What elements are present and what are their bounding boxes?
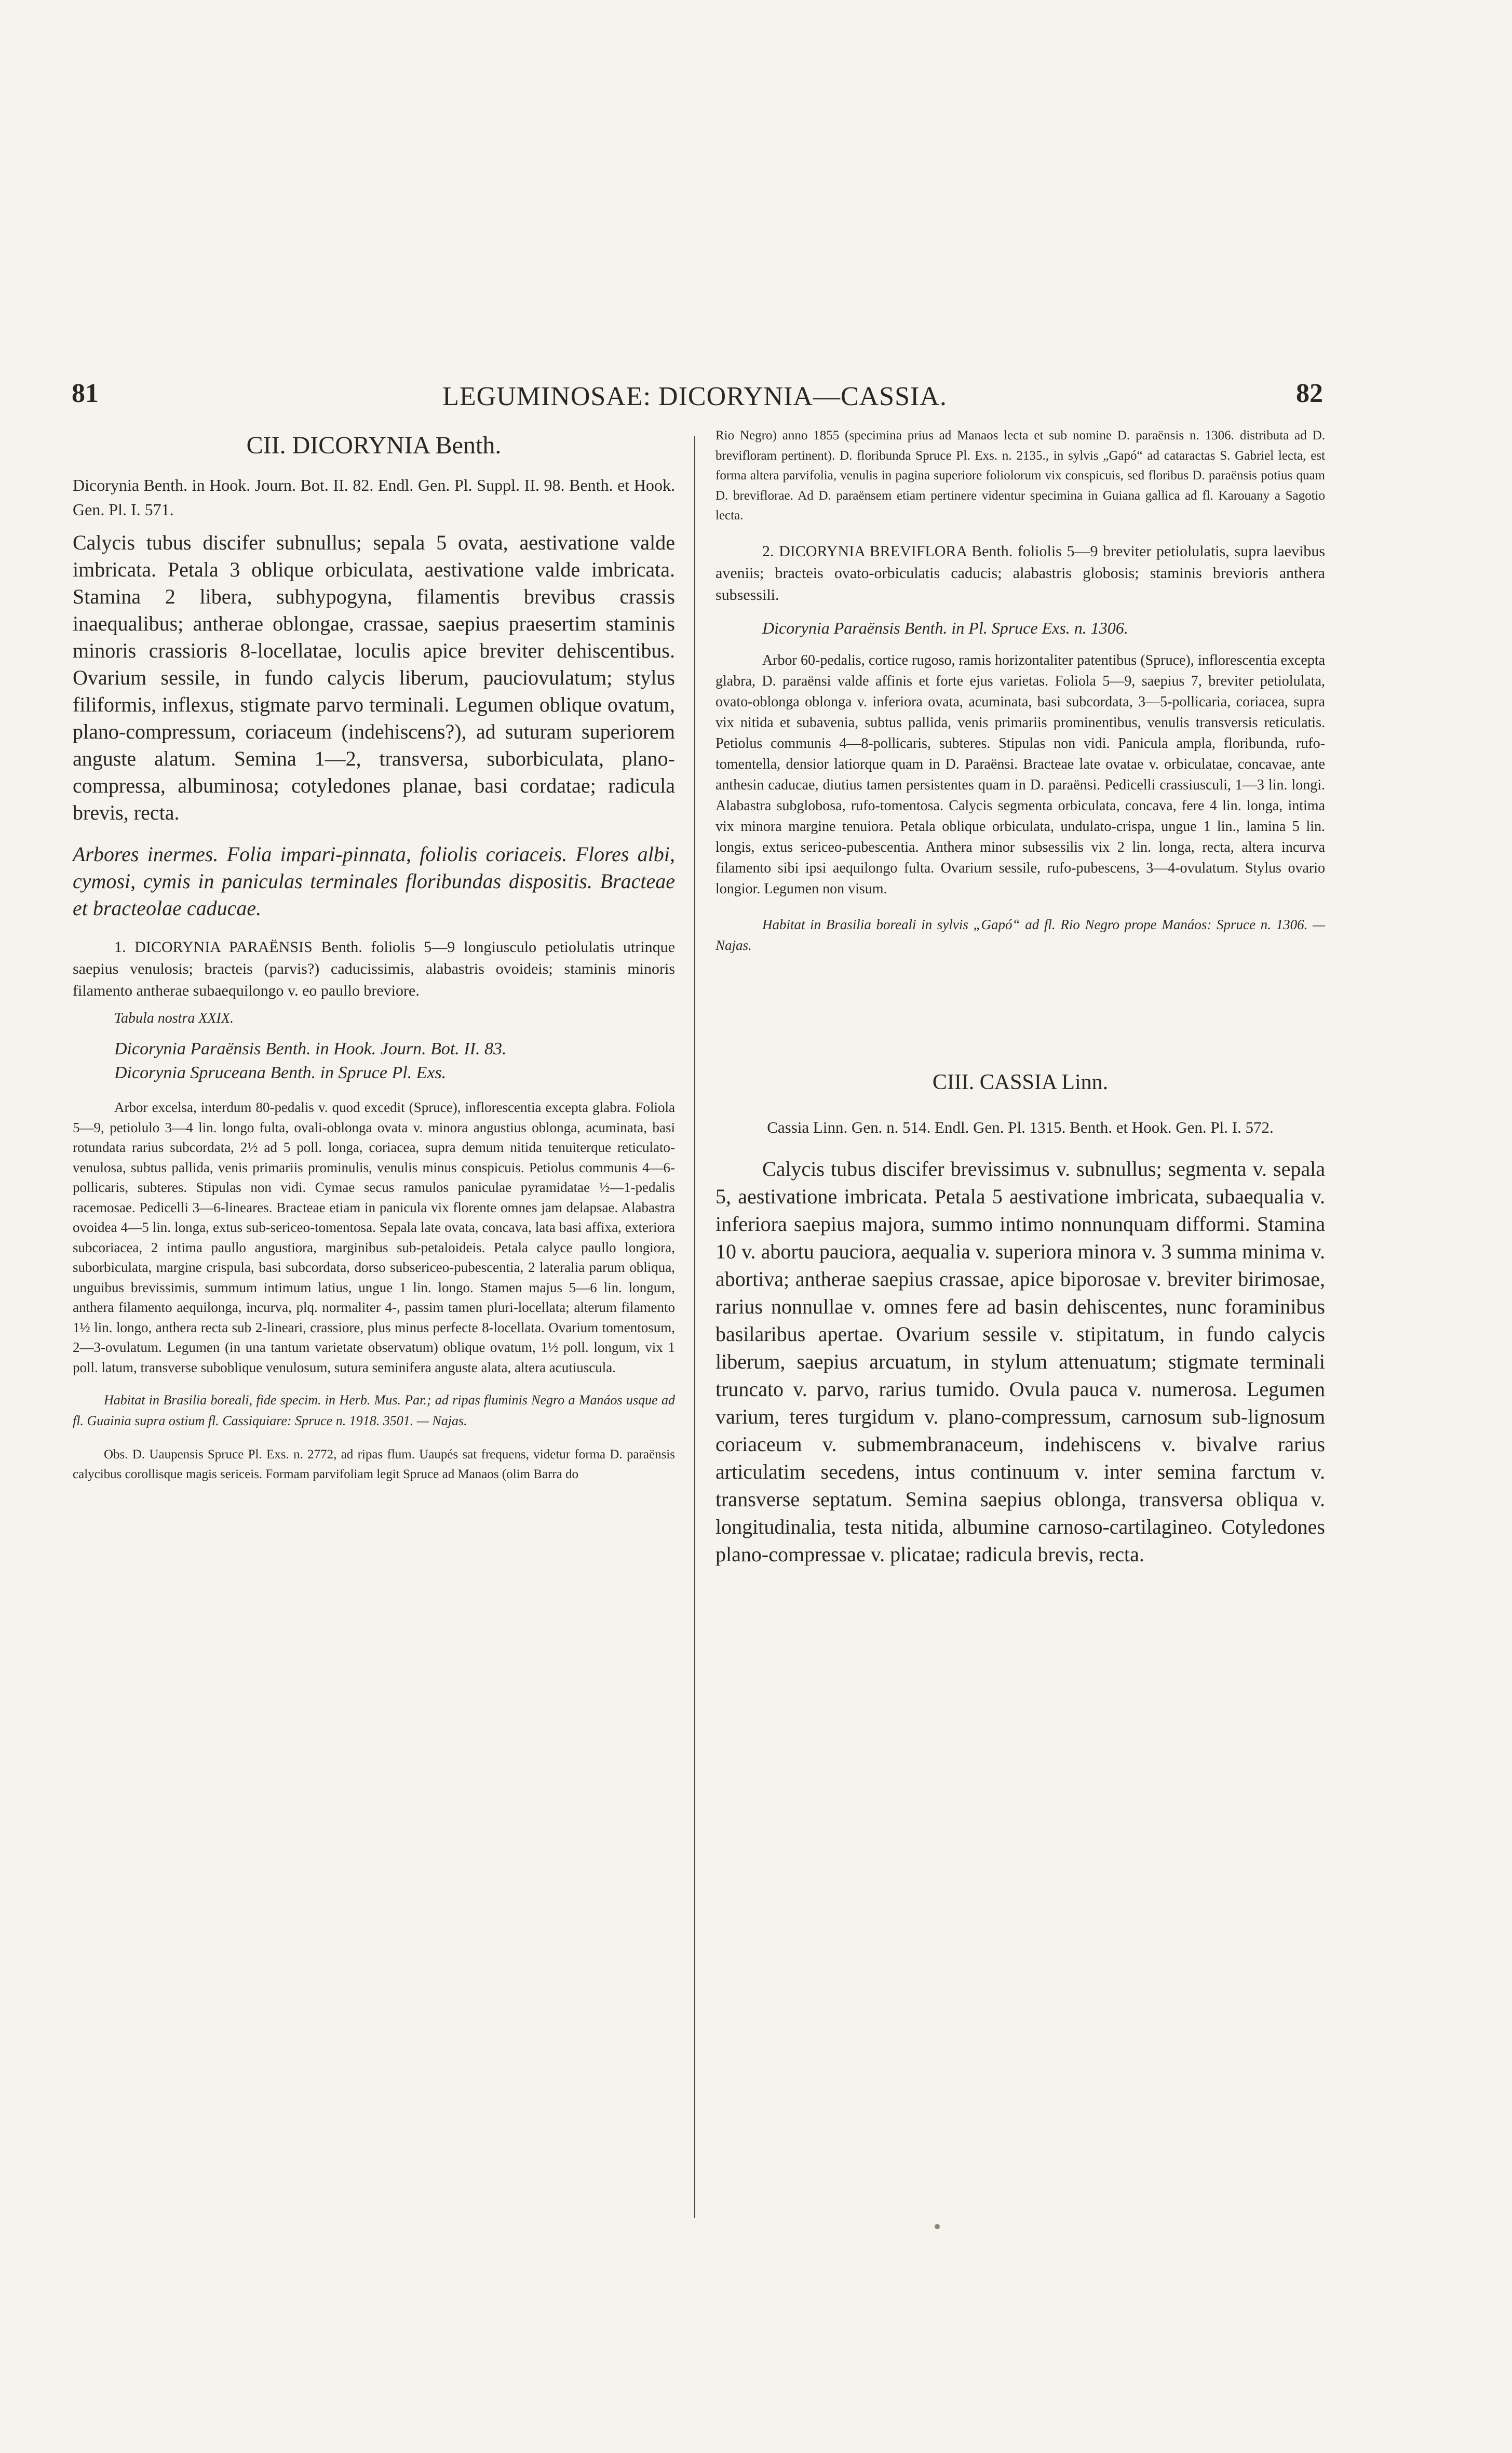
observation-continued: Rio Negro) anno 1855 (specimina prius ad Manaos lecta et sub nomine D. paraënsis n. 1306. distributa ad D. brevifloram pertinent). D. floribunda Spruce Pl. Exs. n. 2135., in sylvis „Gapó“ ad cataractas S. Gabriel lecta, est forma altera parvifolia, venulis in pagina superiore foliolorum vix conspicuis, sed floribus D. paraënsis potius quam D. breviflorae. Ad D. paraënsem etiam pertinere videntur specimina in Guiana gallica ad fl. Karouany a Sagotio lecta. <box>716 428 1325 522</box>
species-1-description: Arbor excelsa, interdum 80-pedalis v. quod excedit (Spruce), inflorescentia excepta glabra. Foliola 5—9, petiolulo 3—4 lin. longo fulta, ovali-oblonga ovata v. minora angustius oblonga, acuminata, basi rotundata rarius subcordata, 2½ ad 5 poll. longa, coriacea, supra demum nitida tenuiterque reticulato-venulosa, subtus pallida, venis primariis prominulis, venulis minus conspicuis. Petiolus communis 4—6-pollicaris, subteres. Stipulas non vidi. Cymae secus ramulos paniculae pyramidatae ½—1-pedalis racemosae. Pedicelli 3—6-lineares. Bracteae etiam in panicula vix florente omnes jam delapsae. Alabastra ovoidea 4—5 lin. longa, extus sub-sericeo-tomentosa. Sepala late ovata, concava, lata basi affixa, exteriora subcoriacea, 2 intima paullo angustiora, marginibus sub-petaloideis. Petala calyce paullo longiora, suborbiculata, margine crispula, basi subcordata, dorso subsericeo-pubescentia, 2 lateralia parum obliqua, unguibus brevissimis, summum intimum latius, ungue 1 lin. longo. Stamen majus 5—6 lin. longum, anthera filamento aequilonga, incurva, plq. normaliter 4-, passim tamen pluri-locellata; alterum filamento 1½ lin. longo, anthera recta sub 2-lineari, crassiore, plus minus perfecte 8-locellata. Ovarium tomentosum, 2—3-ovulatum. Legumen (in una tantum varietate observatum) oblique ovatum, 1½ poll. longum, vix 1 poll. latum, transverse suboblique venulosum, sutura seminifera anguste alata, altera acutiuscula. <box>73 1100 675 1375</box>
left-column <box>73 426 675 1484</box>
print-speck <box>935 2224 940 2229</box>
genus-literature: Dicorynia Benth. in Hook. Journ. Bot. II. 82. Endl. Gen. Pl. Suppl. II. 98. Benth. et Hook. Gen. Pl. I. 571. <box>73 476 675 519</box>
species-2-synonym: Dicorynia Paraënsis Benth. in Pl. Spruce Exs. n. 1306. <box>762 618 1128 637</box>
synonym-2: Dicorynia Spruceana Benth. in Spruce Pl. Exs. <box>114 1063 447 1082</box>
page-number-right: 82 <box>1296 379 1323 408</box>
species-1-habitat: Habitat in Brasilia boreali, fide specim. in Herb. Mus. Par.; ad ripas fluminis Negro a Manáos usque ad fl. Guainia supra ostium fl. Cassiquiare: Spruce n. 1918. 3501. — Najas. <box>73 1392 675 1428</box>
species-2-heading: 2. DICORYNIA BREVIFLORA Benth. foliolis 5—9 breviter petiolulatis, supra laevibus aveniis; bracteis ovato-orbiculatis caducis; alabastris globosis; staminis brevioris anthera subsessili. <box>716 542 1325 604</box>
plate-reference: Tabula nostra XXIX. <box>114 1010 234 1026</box>
genus-title-cassia: CIII. CASSIA Linn. <box>932 1070 1109 1094</box>
page-number-left: 81 <box>72 379 99 408</box>
synonym-1: Dicorynia Paraënsis Benth. in Hook. Journ. Bot. II. 83. <box>114 1039 507 1058</box>
species-2-description: Arbor 60-pedalis, cortice rugoso, ramis horizontaliter patentibus (Spruce), inflorescentia excepta glabra, D. paraënsi valde affinis et forte ejus varietas. Foliola 5—9, saepius 7, breviter petiolulata, ovato-oblonga oblonga v. inferiora ovata, acuminata, basi subcordata, 3—5-pollicaria, coriacea, supra vix nitida et subavenia, subtus pallida, venis primariis prominentibus, venulis transversis reticulatis. Petiolus communis 4—8-pollicaris, subteres. Stipulas non vidi. Panicula ampla, floribunda, rufo-tomentella, densior latiorque quam in D. Paraënsi. Bracteae late ovatae v. orbiculatae, concavae, ante anthesin caducae, diutius tamen persistentes quam in D. paraënsi. Pedicelli crassiusculi, 1—3 lin. longi. Alabastra subglobosa, rufo-tomentosa. Calycis segmenta orbiculata, concava, fere 4 lin. longa, intima vix minora margine tenuiora. Petala oblique orbiculata, undulato-crispa, ungue 1 lin., lamina 5 lin. longis, extus sericeo-pubescentia. Anthera minor subsessilis vix 2 lin. longa, recta, altera incurva filamento sibi ipsi aequilongo fulta. Ovarium sessile, rufo-pubescens, 3—4-ovulatum. Stylus ovario longior. Legumen non visum. <box>716 652 1325 897</box>
running-header <box>66 378 1323 414</box>
genus-description: Calycis tubus discifer subnullus; sepala 5 ovata, aestivatione valde imbricata. Petala 3 oblique orbiculata, aestivatione valde imbricata. Stamina 2 libera, subhypogyna, filamentis brevibus crassis inaequalibus; antherae oblongae, crassae, saepius praesertim staminis minoris crassioris 8-locellatae, loculis apice breviter dehiscentibus. Ovarium sessile, in fundo calycis liberum, pauciovulatum; stylus filiformis, inflexus, stigmate parvo terminali. Legumen oblique ovatum, plano-compressum, coriaceum (indehiscens?), ad suturam superiorem anguste alatum. Semina 1—2, transversa, suborbiculata, plano-compressa, albuminosa; cotyledones planae, basi cordatae; radicula brevis, recta. <box>73 531 675 824</box>
right-column <box>716 426 1325 1568</box>
cassia-literature: Cassia Linn. Gen. n. 514. Endl. Gen. Pl. 1315. Benth. et Hook. Gen. Pl. I. 572. <box>767 1118 1274 1136</box>
species-2-habitat: Habitat in Brasilia boreali in sylvis „Gapó“ ad fl. Rio Negro prope Manáos: Spruce n. 1306. — Najas. <box>716 916 1325 953</box>
genus-title-dicorynia: CII. DICORYNIA Benth. <box>246 432 502 459</box>
running-title: LEGUMINOSAE: DICORYNIA—CASSIA. <box>442 382 947 411</box>
cassia-description: Calycis tubus discifer brevissimus v. subnullus; segmenta v. sepala 5, aestivatione imbricata. Petala 5 aestivatione imbricata, subaequalia v. inferiora saepius majora, summo intimo nonnunquam difformi. Stamina 10 v. abortu pauciora, aequalia v. superiora minora v. 3 summa minima v. abortiva; antherae saepius crassae, apice biporosae v. breviter birimosae, rarius nonnullae v. omnes fere ad basin dehiscentes, nunc foraminibus basilaribus apertae. Ovarium sessile v. stipitatum, in fundo calycis liberum, saepius arcuatum, in stylum attenuatum; stigmate terminali truncato v. parvo, rarius tumido. Ovula pauca v. numerosa. Legumen varium, teres turgidum v. plano-compressum, carnosum sub-lignosum coriaceum v. submembranaceum, indehiscens v. bivalve rarius articulatim secedens, intus continuum v. inter semina farctum v. transverse septatum. Semina saepius oblonga, transversa obliqua v. longitudinalia, testa nitida, albumine carnoso-cartilagineo. Cotyledones plano-compressae v. plicatae; radicula brevis, recta. <box>716 1157 1325 1566</box>
species-1-observation: Obs. D. Uaupensis Spruce Pl. Exs. n. 2772, ad ripas flum. Uaupés sat frequens, videtur forma D. paraënsis calycibus corollisque magis sericeis. Formam parvifoliam legit Spruce ad Manaos (olim Barra do <box>73 1447 675 1481</box>
genus-habit: Arbores inermes. Folia impari-pinnata, foliolis coriaceis. Flores albi, cymosi, cymis in paniculas terminales floribundas dispositis. Bracteae et bracteolae caducae. <box>73 842 675 920</box>
column-divider <box>694 436 695 2218</box>
species-1-heading: 1. DICORYNIA PARAËNSIS Benth. foliolis 5—9 longiusculo petiolulatis utrinque saepius venulosis; bracteis (parvis?) caducissimis, alabastris ovoideis; staminis minoris filamento antherae subaequilongo v. eo paullo breviore. <box>73 939 675 999</box>
